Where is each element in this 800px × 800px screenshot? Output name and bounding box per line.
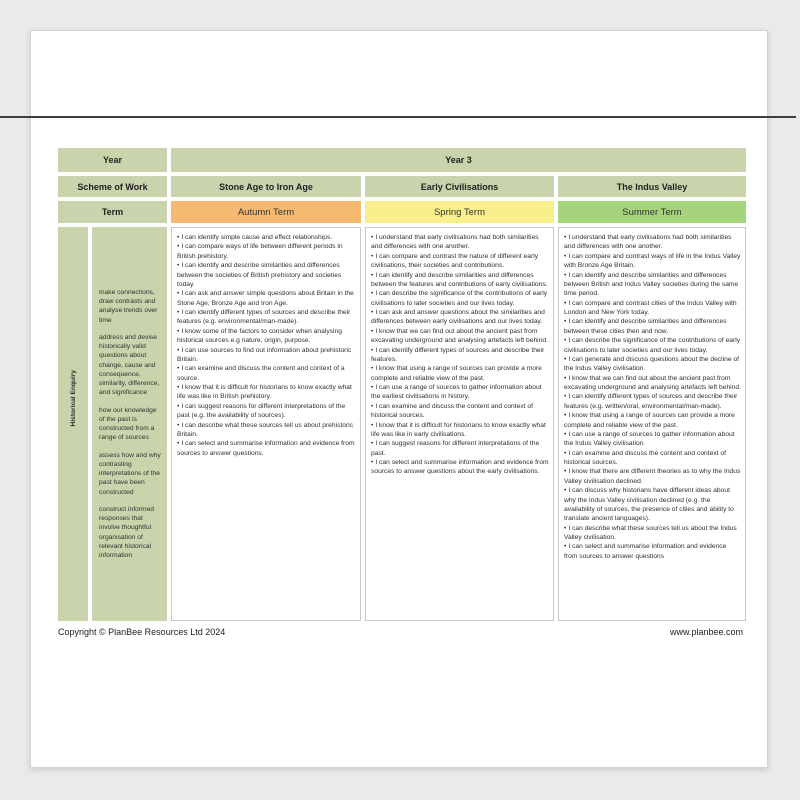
objective-item bbox=[564, 524, 741, 543]
objective-text: I can compare and contrast cities of the Indus Valley with London and New York today. bbox=[564, 299, 737, 316]
objective-item bbox=[564, 411, 741, 430]
objective-item bbox=[371, 402, 549, 421]
objective-item bbox=[371, 327, 549, 346]
term-cell-autumn bbox=[171, 201, 361, 223]
bullet-marker: • bbox=[371, 252, 374, 260]
bullet-marker: • bbox=[564, 299, 567, 307]
objective-item bbox=[371, 439, 549, 458]
objective-item bbox=[371, 252, 549, 271]
objective-item bbox=[564, 374, 741, 393]
objective-item bbox=[564, 299, 741, 318]
objective-text: I can use a range of sources to gather information about the earliest civilisations in history. bbox=[371, 384, 542, 401]
bullet-marker: • bbox=[371, 402, 374, 410]
bullet-marker: • bbox=[564, 355, 567, 363]
strand-sidebar bbox=[58, 227, 167, 621]
objective-text: I can select and summarise information and evidence from sources to answer questions bbox=[564, 543, 727, 560]
copyright-text: Copyright © PlanBee Resources Ltd 2024 bbox=[58, 627, 226, 637]
bullet-marker: • bbox=[564, 487, 567, 495]
bullet-marker: • bbox=[564, 234, 567, 241]
objectives-cell-autumn bbox=[171, 227, 361, 621]
bullet-marker: • bbox=[564, 543, 567, 551]
objective-item bbox=[177, 242, 356, 261]
objective-text: I can suggest reasons for different interpretations of the past (e.g. the availability of sources). bbox=[177, 402, 346, 420]
scheme-summer-text: The Indus Valley bbox=[616, 181, 688, 192]
objective-item bbox=[177, 439, 356, 458]
bullet-marker: • bbox=[371, 290, 374, 298]
bullet-marker: • bbox=[177, 402, 180, 410]
bullet-marker: • bbox=[177, 262, 180, 270]
objective-text: I can identify different types of sources and describe their features (e.g. written/oral, environmental/man-made). bbox=[564, 393, 738, 410]
bullet-marker: • bbox=[564, 252, 567, 260]
objective-text: I understand that early civilisations had both similarities and differences with one another. bbox=[371, 234, 539, 251]
objective-text: I can examine and discuss the content and context of historical sources. bbox=[564, 449, 726, 466]
objective-text: I know that using a range of sources can provide a more complete and reliable view of the past. bbox=[564, 412, 735, 429]
scheme-autumn-text: Stone Age to Iron Age bbox=[219, 181, 313, 192]
objective-item bbox=[177, 383, 356, 402]
bullet-marker: • bbox=[371, 440, 374, 448]
objective-item bbox=[177, 327, 356, 346]
bullet-marker: • bbox=[564, 318, 567, 326]
objective-item bbox=[177, 289, 356, 308]
objective-text: I can identify different types of sources and describe their features. bbox=[371, 346, 545, 363]
strand-skill-text: address and devise historically valid questions about change, cause and consequence, similarity, difference, and significance bbox=[99, 333, 160, 397]
scheme-spring-text: Early Civilisations bbox=[420, 181, 499, 192]
year-value-cell bbox=[171, 148, 746, 172]
objectives-cell-spring bbox=[365, 227, 554, 621]
scheme-cell-summer bbox=[558, 176, 746, 197]
bullet-marker: • bbox=[177, 290, 180, 298]
objective-text: I can describe the significance of the contributions of early civilisations to later societies and our lives today. bbox=[564, 337, 741, 354]
page-separator-line bbox=[0, 116, 796, 118]
term-cell-spring bbox=[365, 201, 554, 223]
objective-text: I can identify different types of sources and describe their features (e.g. environmental/man-made). bbox=[177, 309, 351, 326]
bullet-marker: • bbox=[371, 234, 374, 241]
bullet-marker: • bbox=[177, 243, 180, 251]
bullet-marker: • bbox=[564, 393, 567, 401]
term-cell-summer bbox=[558, 201, 746, 223]
objective-item bbox=[177, 421, 356, 440]
year-label-text: Year bbox=[102, 155, 123, 165]
objective-item bbox=[564, 449, 741, 468]
bullet-marker: • bbox=[177, 327, 180, 335]
objective-item bbox=[371, 233, 549, 252]
objective-text: I can examine and discuss the content and context of a source. bbox=[177, 365, 345, 382]
objective-item bbox=[564, 467, 741, 486]
bullet-marker: • bbox=[564, 449, 567, 457]
document-page bbox=[30, 30, 768, 768]
objective-text: I can use a range of sources to gather information about the Indus Valley civilisation. bbox=[564, 430, 735, 448]
bullet-marker: • bbox=[177, 346, 180, 354]
objective-text: I know some of the factors to consider when analysing historical sources e.g nature, origin, purpose. bbox=[177, 327, 342, 345]
bullet-marker: • bbox=[177, 365, 180, 373]
objective-text: I can ask and answer questions about the similarities and differences between early civilisations and our lives today. bbox=[371, 309, 545, 326]
scheme-label-text: Scheme of Work bbox=[77, 181, 148, 192]
objective-text: I can identify and describe similarities and differences between these cities then and now. bbox=[564, 318, 727, 335]
objective-text: I can identify and describe similarities and differences between the societies of British prehistory and societies today. bbox=[177, 262, 342, 288]
term-autumn-text: Autumn Term bbox=[237, 206, 295, 218]
objective-text: I can identify and describe similarities and differences between the features and contributions of early civilisations. bbox=[371, 271, 548, 288]
objective-item bbox=[177, 308, 356, 327]
bullet-marker: • bbox=[177, 234, 180, 241]
objective-item bbox=[564, 271, 741, 299]
objective-item bbox=[371, 271, 549, 290]
objective-item bbox=[564, 486, 741, 524]
objective-item bbox=[371, 364, 549, 383]
objective-item bbox=[564, 233, 741, 252]
bullet-marker: • bbox=[371, 271, 374, 279]
bullet-marker: • bbox=[564, 430, 567, 438]
page-footer bbox=[58, 627, 743, 637]
scheme-row-label bbox=[58, 176, 167, 197]
objective-item bbox=[371, 346, 549, 365]
strand-skill-text: make connections, draw contrasts and analyse trends over time bbox=[99, 288, 158, 324]
curriculum-table bbox=[58, 148, 746, 621]
objective-text: I know that we can find out about the ancient past from excavating underground and analysing artefacts left behind. bbox=[564, 374, 741, 391]
bullet-marker: • bbox=[177, 440, 180, 448]
objective-text: I can identify and describe similarities and differences between British and Indus Valley societies during the same time period. bbox=[564, 271, 739, 298]
bullet-marker: • bbox=[371, 365, 374, 373]
year-value-text: Year 3 bbox=[445, 155, 472, 165]
objective-item bbox=[564, 392, 741, 411]
objective-text: I know that we can find out about the ancient past from excavating underground and analysing artefacts left behind. bbox=[371, 327, 548, 345]
strand-skill-text: construct informed responses that involve thoughtful organisation of relevant historical information bbox=[99, 505, 155, 559]
bullet-marker: • bbox=[371, 421, 374, 429]
objective-text: I can identify simple cause and effect relationships. bbox=[181, 234, 333, 241]
objective-item bbox=[564, 542, 741, 561]
bullet-marker: • bbox=[564, 524, 567, 532]
objective-item bbox=[177, 346, 356, 365]
term-summer-text: Summer Term bbox=[622, 206, 682, 218]
objective-text: I can compare and contrast ways of life in the Indus Valley with Bronze Age Britain. bbox=[564, 252, 741, 270]
objective-text: I know that it is difficult for historians to know exactly what life was like in British prehistory. bbox=[177, 384, 352, 401]
objective-text: I can select and summarise information and evidence from sources to answer questions. bbox=[177, 440, 355, 457]
objective-item bbox=[564, 252, 741, 271]
objective-item bbox=[564, 430, 741, 449]
strand-name-strip bbox=[58, 227, 88, 621]
term-label-text: Term bbox=[101, 207, 124, 217]
objective-item bbox=[177, 364, 356, 383]
strand-skill-text: how our knowledge of the past is constructed from a range of sources bbox=[99, 406, 157, 442]
bullet-marker: • bbox=[371, 459, 374, 466]
bullet-marker: • bbox=[564, 374, 567, 382]
objective-text: I can describe the significance of the contributions of early civilisations to later societies and our lives today. bbox=[371, 290, 548, 307]
objective-text: I can compare and contrast the nature of different early civilisations, their societies and contributions. bbox=[371, 252, 539, 270]
year-row-label bbox=[58, 148, 167, 172]
bullet-marker: • bbox=[371, 309, 374, 316]
bullet-marker: • bbox=[564, 271, 567, 279]
bullet-marker: • bbox=[564, 337, 567, 345]
objective-item bbox=[371, 289, 549, 308]
objective-item bbox=[177, 402, 356, 421]
objective-item bbox=[371, 383, 549, 402]
bullet-marker: • bbox=[177, 384, 180, 391]
objective-text: I can describe what these sources tell us about the Indus Valley civilisation. bbox=[564, 524, 737, 541]
objective-text: I can discuss why historians have different ideas about why the Indus Valley civilisation declined (e.g. the availability of sources, the presence of cities and ability to translate ancient languages). bbox=[564, 487, 734, 523]
objective-item bbox=[564, 317, 741, 336]
bullet-marker: • bbox=[371, 346, 374, 354]
objective-text: I can describe what these sources tell us about prehistoric Britain. bbox=[177, 421, 354, 438]
bullet-marker: • bbox=[564, 468, 567, 476]
objective-text: I can select and summarise information and evidence from sources to answer questions about the early civilisations. bbox=[371, 459, 549, 476]
objective-item bbox=[564, 336, 741, 355]
bullet-marker: • bbox=[564, 412, 567, 420]
objective-text: I understand that early civilisations had both similarities and differences with one another. bbox=[564, 234, 732, 251]
term-row-label bbox=[58, 201, 167, 223]
objective-text: I can generate and discuss questions about the decline of the Indus Valley civilisation. bbox=[564, 355, 739, 373]
scheme-cell-autumn bbox=[171, 176, 361, 197]
objective-text: I know that it is difficult for historians to know exactly what life was like in early civilisations. bbox=[371, 421, 546, 438]
objective-item bbox=[371, 421, 549, 440]
objective-text: I know that there are different theories as to why the Indus Valley civilisation declined. bbox=[564, 468, 741, 485]
website-text: www.planbee.com bbox=[669, 627, 743, 637]
bullet-marker: • bbox=[371, 384, 374, 391]
objective-text: I can compare ways of life between different periods in British prehistory. bbox=[177, 243, 343, 260]
objective-text: I know that using a range of sources can provide a more complete and reliable view of the past. bbox=[371, 365, 542, 382]
objective-text: I can suggest reasons for different interpretations of the past. bbox=[371, 440, 540, 457]
strand-skill-text: assess how and why contrasting interpretations of the past have been constructed bbox=[99, 451, 161, 496]
objective-item bbox=[564, 355, 741, 374]
bullet-marker: • bbox=[371, 327, 374, 335]
objective-item bbox=[177, 261, 356, 289]
objective-text: I can ask and answer simple questions about Britain in the Stone Age, Bronze Age and Iron Age. bbox=[177, 290, 354, 307]
strand-skills-list bbox=[92, 227, 167, 621]
bullet-marker: • bbox=[177, 309, 180, 316]
objectives-cell-summer bbox=[558, 227, 746, 621]
scheme-cell-spring bbox=[365, 176, 554, 197]
objective-text: I can use sources to find out information about prehistoric Britain. bbox=[177, 346, 352, 363]
term-spring-text: Spring Term bbox=[433, 206, 486, 218]
objective-text: I can examine and discuss the content and context of historical sources. bbox=[371, 402, 533, 420]
bullet-marker: • bbox=[177, 421, 180, 429]
objective-item bbox=[371, 308, 549, 327]
strand-name-vertical-label: Historical Enquiry bbox=[69, 369, 77, 427]
objective-item bbox=[371, 458, 549, 477]
objective-item bbox=[177, 233, 356, 242]
